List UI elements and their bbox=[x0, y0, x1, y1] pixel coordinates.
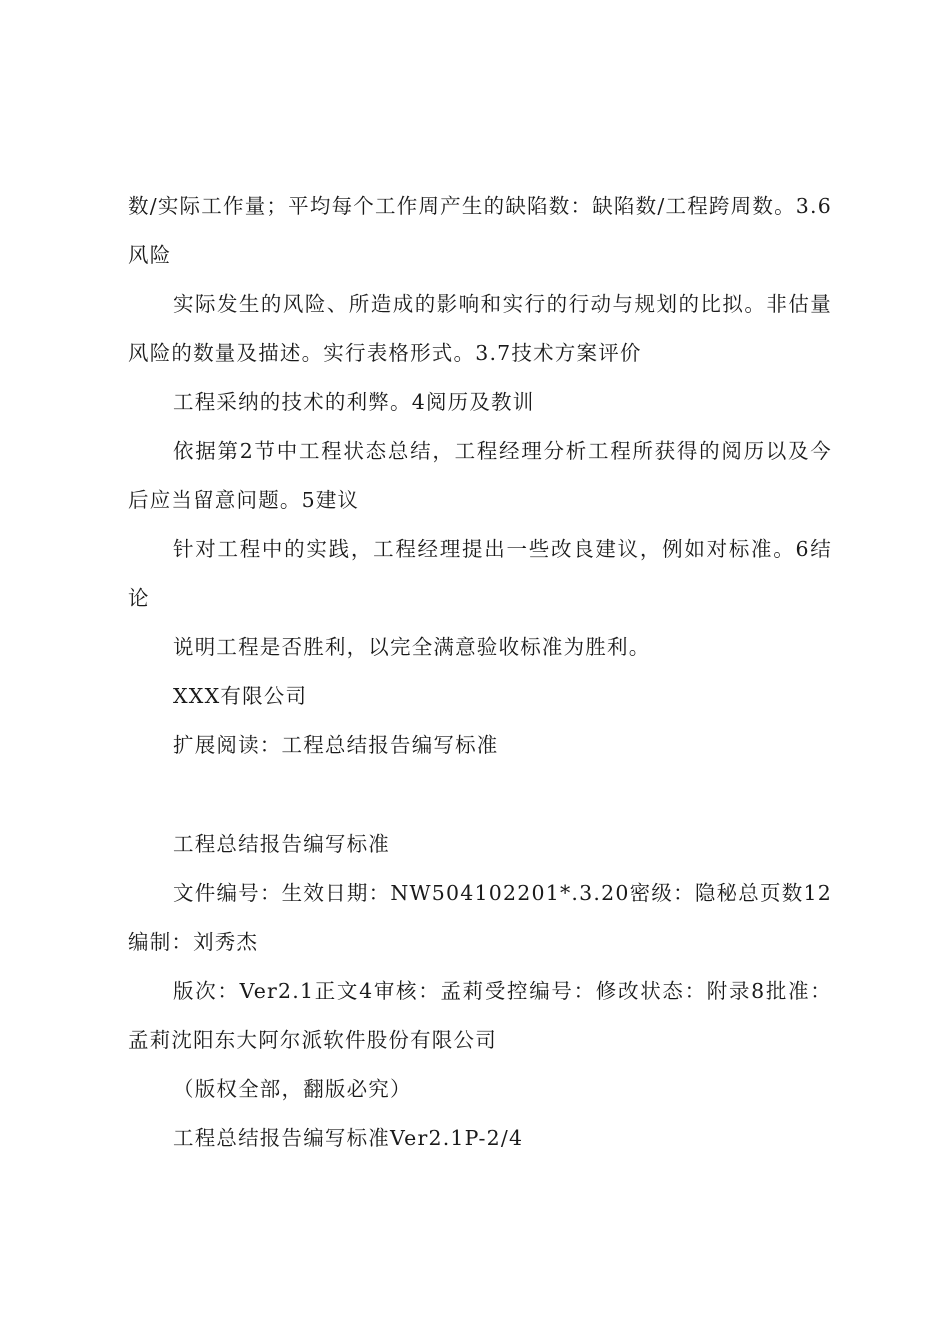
copyright-notice: （版权全部，翻版必究） bbox=[173, 1077, 412, 1101]
document-body bbox=[128, 182, 832, 1163]
company-name: XXX有限公司 bbox=[173, 684, 308, 708]
file-info: 文件编号：生效日期：NW504102201*.3.20密级：隐秘总页数12编制：刘秀杰 bbox=[128, 881, 832, 954]
blank-line bbox=[128, 770, 832, 820]
paragraph-conclusion: 说明工程是否胜利，以完全满意验收标准为胜利。 bbox=[173, 635, 651, 659]
paragraph-defect-metrics: 数/实际工作量；平均每个工作周产生的缺陷数：缺陷数/工程跨周数。3.6风险 bbox=[128, 194, 832, 267]
paragraph-technical-evaluation: 工程采纳的技术的利弊。4阅历及教训 bbox=[173, 390, 535, 414]
extended-reading: 扩展阅读：工程总结报告编写标准 bbox=[173, 733, 499, 757]
page-footer-title: 工程总结报告编写标准Ver2.1P-2/4 bbox=[173, 1126, 524, 1150]
paragraph-suggestions: 针对工程中的实践，工程经理提出一些改良建议，例如对标准。6结论 bbox=[128, 537, 832, 610]
paragraph-risk: 实际发生的风险、所造成的影响和实行的行动与规划的比拟。非估量风险的数量及描述。实行表格形式。3.7技术方案评价 bbox=[128, 292, 832, 365]
paragraph-lessons: 依据第2节中工程状态总结，工程经理分析工程所获得的阅历以及今后应当留意问题。5建议 bbox=[128, 439, 832, 512]
version-info: 版次：Ver2.1正文4审核：孟莉受控编号：修改状态：附录8批准：孟莉沈阳东大阿尔派软件股份有限公司 bbox=[128, 979, 832, 1052]
section-title: 工程总结报告编写标准 bbox=[173, 832, 390, 856]
